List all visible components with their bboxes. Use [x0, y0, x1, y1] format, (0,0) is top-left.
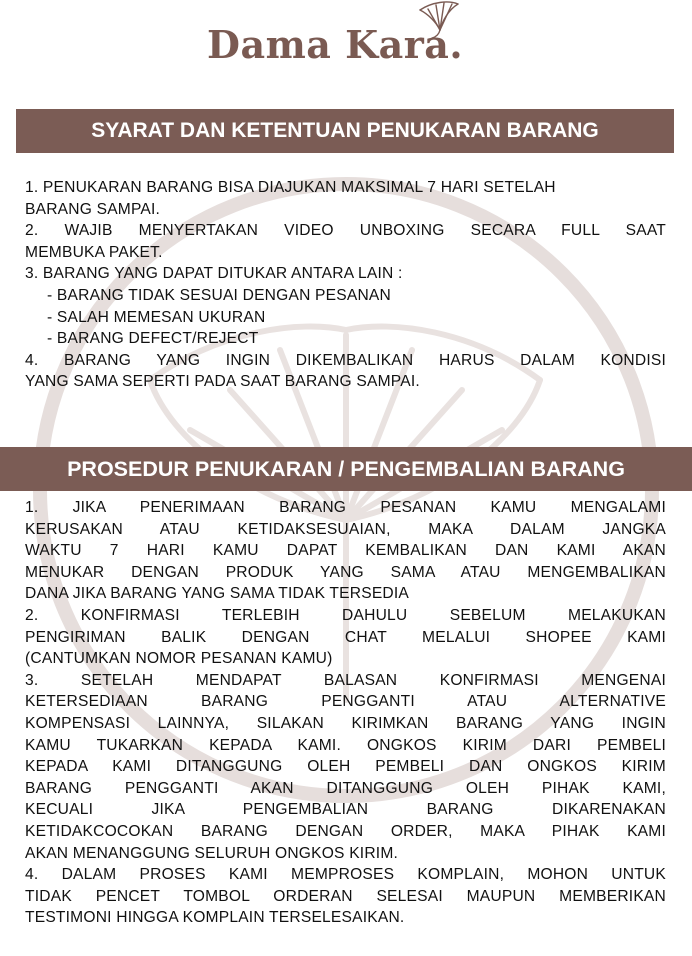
procedure-section	[25, 497, 666, 929]
procedure-line: 4. DALAM PROSES KAMI MEMPROSES KOMPLAIN, MOHON UNTUK	[25, 866, 666, 884]
procedure-line: KEPADA KAMI DITANGGUNG OLEH PEMBELI DAN ONGKOS KIRIM	[25, 758, 666, 776]
procedure-line: KAMU TUKARKAN KEPADA KAMI. ONGKOS KIRIM DARI PEMBELI	[25, 736, 666, 754]
terms-section	[25, 177, 666, 393]
procedure-line: KERUSAKAN ATAU KETIDAKSESUAIAN, MAKA DALAM JANGKA	[25, 520, 666, 538]
procedure-line: TIDAK PENCET TOMBOL ORDERAN SELESAI MAUPUN MEMBERIKAN	[25, 887, 666, 905]
procedure-line: AKAN MENANGGUNG SELURUH ONGKOS KIRIM.	[25, 844, 399, 862]
procedure-line: KETERSEDIAAN BARANG PENGGANTI ATAU ALTERNATIVE	[25, 693, 666, 711]
procedure-line: 2. KONFIRMASI TERLEBIH DAHULU SEBELUM MELAKUKAN	[25, 606, 666, 624]
terms-line: 4. BARANG YANG INGIN DIKEMBALIKAN HARUS DALAM KONDISI	[25, 351, 666, 369]
brand-logo: Dama Kara.	[207, 22, 464, 67]
procedure-line: KOMPENSASI LAINNYA, SILAKAN KIRIMKAN BARANG YANG INGIN	[25, 714, 666, 732]
procedure-line: 3. SETELAH MENDAPAT BALASAN KONFIRMASI MENGENAI	[25, 671, 666, 689]
terms-sub-item: - BARANG DEFECT/REJECT	[47, 330, 259, 348]
header	[0, 0, 692, 80]
procedure-line: WAKTU 7 HARI KAMU DAPAT KEMBALIKAN DAN KAMI AKAN	[25, 542, 666, 560]
procedure-line: PENGIRIMAN BALIK DENGAN CHAT MELALUI SHOPEE KAMI	[25, 628, 666, 646]
procedure-line: (CANTUMKAN NOMOR PESANAN KAMU)	[25, 650, 333, 668]
section2-title-banner: PROSEDUR PENUKARAN / PENGEMBALIAN BARANG	[0, 447, 692, 491]
procedure-line: 1. JIKA PENERIMAAN BARANG PESANAN KAMU MENGALAMI	[25, 499, 666, 516]
procedure-line: KECUALI JIKA PENGEMBALIAN BARANG DIKARENAKAN	[25, 801, 666, 819]
procedure-line: DANA JIKA BARANG YANG SAMA TIDAK TERSEDIA	[25, 585, 410, 603]
terms-line: 1. PENUKARAN BARANG BISA DIAJUKAN MAKSIMAL 7 HARI SETELAH	[25, 179, 556, 196]
terms-line: BARANG SAMPAI.	[25, 200, 161, 218]
terms-sub-item: - BARANG TIDAK SESUAI DENGAN PESANAN	[47, 286, 391, 304]
terms-line: YANG SAMA SEPERTI PADA SAAT BARANG SAMPAI.	[25, 373, 420, 391]
procedure-line: BARANG PENGGANTI AKAN DITANGGUNG OLEH PIHAK KAMI,	[25, 779, 666, 797]
terms-sub-item: - SALAH MEMESAN UKURAN	[47, 308, 266, 326]
terms-line: MEMBUKA PAKET.	[25, 243, 163, 261]
procedure-line: TESTIMONI HINGGA KOMPLAIN TERSELESAIKAN.	[25, 909, 405, 927]
terms-line: 3. BARANG YANG DAPAT DITUKAR ANTARA LAIN :	[25, 265, 403, 283]
procedure-line: MENUKAR DENGAN PRODUK YANG SAMA ATAU MENGEMBALIKAN	[25, 563, 666, 581]
section1-title-banner: SYARAT DAN KETENTUAN PENUKARAN BARANG	[16, 109, 674, 153]
terms-line: 2. WAJIB MENYERTAKAN VIDEO UNBOXING SECARA FULL SAAT	[25, 222, 666, 240]
procedure-line: KETIDAKCOCOKAN BARANG DENGAN ORDER, MAKA PIHAK KAMI	[25, 822, 666, 840]
